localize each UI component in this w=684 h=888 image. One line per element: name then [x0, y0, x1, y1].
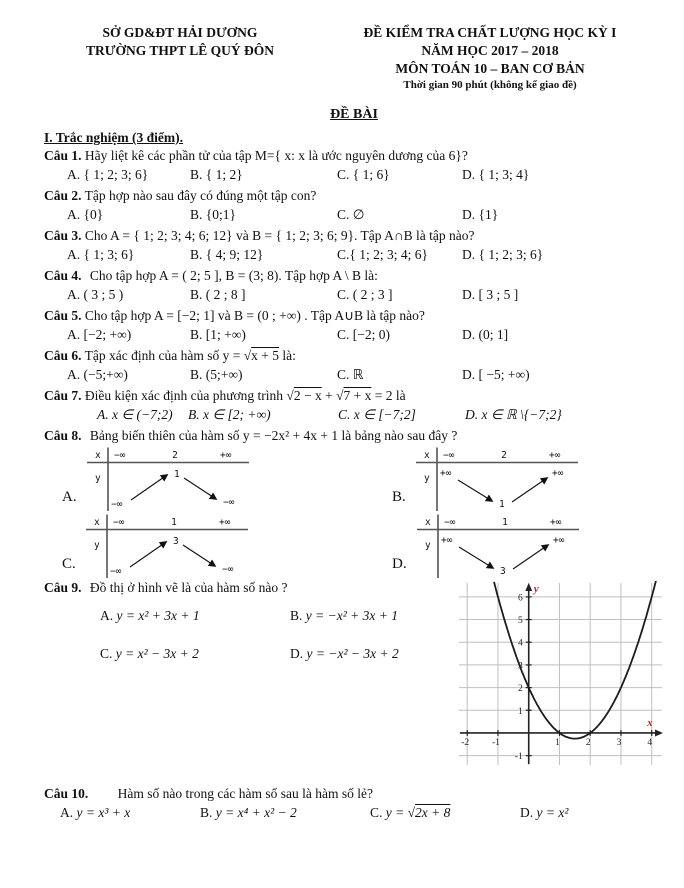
svg-text:y: y — [93, 540, 100, 551]
question-6 — [44, 346, 664, 384]
option-a: A. x ∈ (−7;2) — [97, 407, 173, 422]
question-text: Tập hợp nào sau đây có đúng một tập con? — [84, 188, 317, 203]
option-d: D. y = x² — [520, 805, 569, 820]
school-year: NĂM HỌC 2017 – 2018 — [421, 43, 559, 58]
svg-text:3: 3 — [517, 661, 523, 672]
question-1 — [44, 146, 664, 184]
question-5 — [44, 306, 664, 344]
options-row — [67, 245, 664, 264]
svg-text:-1: -1 — [492, 737, 500, 748]
svg-text:+∞: +∞ — [551, 468, 564, 479]
option-c: C. x ∈ [−7;2] — [338, 407, 416, 422]
option-c: C. y = x² − 3x + 2 — [100, 646, 199, 661]
svg-text:5: 5 — [517, 616, 523, 627]
options-row — [60, 803, 664, 822]
exam-name: ĐỀ KIỂM TRA CHẤT LƯỢNG HỌC KỲ I — [363, 25, 617, 40]
svg-text:x: x — [424, 517, 431, 528]
svg-text:3: 3 — [172, 536, 179, 547]
question-text: Bảng biến thiên của hàm số y = −2x² + 4x + 1 là bảng nào sau đây ? — [89, 428, 458, 443]
option-b: B. {0;1} — [190, 207, 236, 222]
time-note: Thời gian 90 phút (không kể giao đề) — [403, 79, 577, 91]
svg-text:3: 3 — [616, 737, 622, 748]
svg-text:x: x — [423, 450, 430, 461]
option-label: B. — [392, 489, 406, 505]
option-a: A. y = x³ + x — [60, 805, 131, 820]
option-a: A. (−5;+∞) — [67, 367, 128, 382]
question-number: Câu 1. — [44, 148, 82, 163]
question-text: Hàm số nào trong các hàm số sau là hàm số lẻ? — [117, 786, 373, 801]
option-b: B. x ∈ [2; +∞) — [188, 407, 271, 422]
option-a: A. y = x² + 3x + 1 — [100, 608, 200, 623]
svg-text:1: 1 — [498, 499, 505, 510]
svg-text:6: 6 — [517, 593, 523, 604]
svg-text:2: 2 — [171, 450, 178, 461]
option-b: B. (5;+∞) — [190, 367, 243, 382]
question-2 — [44, 186, 664, 224]
option-b: B. { 4; 9; 12} — [190, 247, 264, 262]
options-row — [67, 205, 664, 224]
options-row — [67, 285, 664, 304]
svg-text:−∞: −∞ — [443, 517, 456, 528]
option-a: A. { 1; 3; 6} — [67, 247, 135, 262]
question-text: Hãy liệt kê các phần tử của tập M={ x: x là ước nguyên dương của 6}? — [84, 148, 468, 163]
option-c: C. ( 2 ; 3 ] — [337, 287, 393, 302]
svg-text:+∞: +∞ — [219, 450, 232, 461]
question-number: Câu 4. — [44, 268, 82, 283]
option-label: A. — [62, 489, 77, 505]
svg-text:y: y — [424, 540, 431, 551]
svg-text:−∞: −∞ — [221, 564, 234, 575]
question-3 — [44, 226, 664, 264]
svg-text:+∞: +∞ — [548, 450, 561, 461]
svg-text:−∞: −∞ — [113, 450, 126, 461]
department-name: SỞ GD&ĐT HẢI DƯƠNG — [102, 25, 258, 40]
svg-text:+∞: +∞ — [439, 468, 452, 479]
question-number: Câu 6. — [44, 348, 82, 363]
options-row — [67, 365, 664, 384]
svg-text:4: 4 — [517, 638, 523, 649]
variation-table-b — [354, 447, 664, 511]
question-number: Câu 8. — [44, 428, 82, 443]
exam-title: ĐỀ BÀI — [330, 107, 378, 122]
option-c: C.{ 1; 2; 3; 4; 6} — [337, 247, 428, 262]
function-graph — [458, 581, 664, 767]
variation-table-svg — [417, 514, 582, 578]
svg-text:+∞: +∞ — [440, 535, 453, 546]
option-label: D. — [392, 556, 407, 572]
option-c: C. ∅ — [337, 207, 365, 222]
school-name: TRƯỜNG THPT LÊ QUÝ ĐÔN — [85, 43, 275, 58]
svg-text:y: y — [533, 583, 539, 595]
svg-text:y: y — [423, 473, 430, 484]
option-d: D. (0; 1] — [462, 327, 509, 342]
svg-text:2: 2 — [517, 684, 523, 695]
question-10 — [44, 784, 664, 822]
option-c: C. { 1; 6} — [337, 167, 390, 182]
svg-text:−∞: −∞ — [110, 499, 123, 510]
question-number: Câu 10. — [44, 786, 89, 801]
question-number: Câu 5. — [44, 308, 82, 323]
variation-table-svg — [87, 447, 252, 511]
svg-text:−∞: −∞ — [442, 450, 455, 461]
svg-text:y: y — [94, 473, 101, 484]
option-b: B. y = x⁴ + x² − 2 — [200, 805, 297, 820]
option-b: B. y = −x² + 3x + 1 — [290, 608, 398, 623]
svg-text:x: x — [647, 716, 653, 729]
exam-header — [44, 24, 664, 92]
variation-table-svg — [416, 447, 581, 511]
option-d: D. { 1; 2; 3; 6} — [462, 247, 544, 262]
svg-text:−∞: −∞ — [222, 497, 235, 508]
svg-text:4: 4 — [647, 737, 653, 748]
option-d: D. { 1; 3; 4} — [462, 167, 530, 182]
svg-text:+∞: +∞ — [549, 517, 562, 528]
svg-text:2: 2 — [585, 737, 591, 748]
svg-text:1: 1 — [501, 517, 508, 528]
option-d: D. y = −x² − 3x + 2 — [290, 646, 399, 661]
section-heading: I. Trắc nghiệm (3 điểm). — [44, 130, 183, 145]
question-7 — [44, 386, 664, 424]
svg-text:x: x — [94, 450, 101, 461]
svg-text:+∞: +∞ — [552, 535, 565, 546]
svg-text:1: 1 — [517, 706, 523, 717]
option-a: A. {0} — [67, 207, 104, 222]
question-text: Đồ thị ở hình vẽ là của hàm số nào ? — [89, 580, 288, 595]
subject-name: MÔN TOÁN 10 – BAN CƠ BẢN — [395, 61, 585, 76]
option-a: A. [−2; +∞) — [67, 327, 132, 342]
variation-table-d — [354, 514, 664, 578]
question-text: Cho A = { 1; 2; 3; 4; 6; 12} và B = { 1; 2; 3; 6; 9}. Tập A∩B là tập nào? — [84, 228, 475, 243]
svg-text:1: 1 — [555, 737, 560, 748]
option-a: A. ( 3 ; 5 ) — [67, 287, 124, 302]
option-d: D. {1} — [462, 207, 499, 222]
exam-info — [316, 24, 664, 92]
question-8 — [44, 426, 664, 578]
option-b: B. [1; +∞) — [190, 327, 246, 342]
svg-text:−∞: −∞ — [112, 517, 125, 528]
svg-text:2: 2 — [500, 450, 507, 461]
option-b: B. { 1; 2} — [190, 167, 243, 182]
question-text: Cho tập hợp A = ( 2; 5 ], B = (3; 8). Tập hợp A \ B là: — [89, 268, 378, 283]
question-number: Câu 2. — [44, 188, 82, 203]
svg-text:1: 1 — [170, 517, 177, 528]
option-d: D. [ 3 ; 5 ] — [462, 287, 519, 302]
question-number: Câu 3. — [44, 228, 82, 243]
option-b: B. ( 2 ; 8 ] — [190, 287, 246, 302]
variation-table-c — [44, 514, 354, 578]
svg-text:-2: -2 — [461, 737, 470, 748]
svg-text:x: x — [93, 517, 100, 528]
question-text: Điều kiện xác định của phương trình √2 − x + √7 + x = 2 là — [84, 388, 406, 403]
option-c: C. [−2; 0) — [337, 327, 390, 342]
option-d: D. x ∈ ℝ \{−7;2} — [465, 407, 562, 422]
question-9 — [44, 578, 664, 774]
question-number: Câu 9. — [44, 580, 82, 595]
svg-text:−∞: −∞ — [109, 566, 122, 577]
option-c: C. y = √2x + 8 — [370, 805, 451, 820]
svg-text:3: 3 — [499, 566, 506, 577]
option-d: D. [ −5; +∞) — [462, 367, 530, 382]
question-number: Câu 7. — [44, 388, 82, 403]
option-a: A. { 1; 2; 3; 6} — [67, 167, 149, 182]
question-text: Cho tập hợp A = [−2; 1] và B = (0 ; +∞) . Tập A∪B là tập nào? — [84, 308, 425, 323]
variation-tables — [44, 447, 664, 578]
options-grid — [100, 606, 450, 663]
question-4 — [44, 266, 664, 304]
options-row — [97, 405, 664, 424]
variation-table-svg — [86, 514, 251, 578]
variation-table-a — [44, 447, 354, 511]
options-row — [67, 325, 664, 344]
options-row — [67, 165, 664, 184]
school-info — [44, 24, 316, 92]
svg-text:1: 1 — [173, 469, 180, 480]
option-label: C. — [62, 556, 76, 572]
svg-text:+∞: +∞ — [218, 517, 231, 528]
option-c: C. ℝ — [337, 367, 364, 382]
question-text: Tập xác định của hàm số y = √x + 5 là: — [84, 348, 296, 363]
svg-text:-1: -1 — [514, 752, 523, 763]
